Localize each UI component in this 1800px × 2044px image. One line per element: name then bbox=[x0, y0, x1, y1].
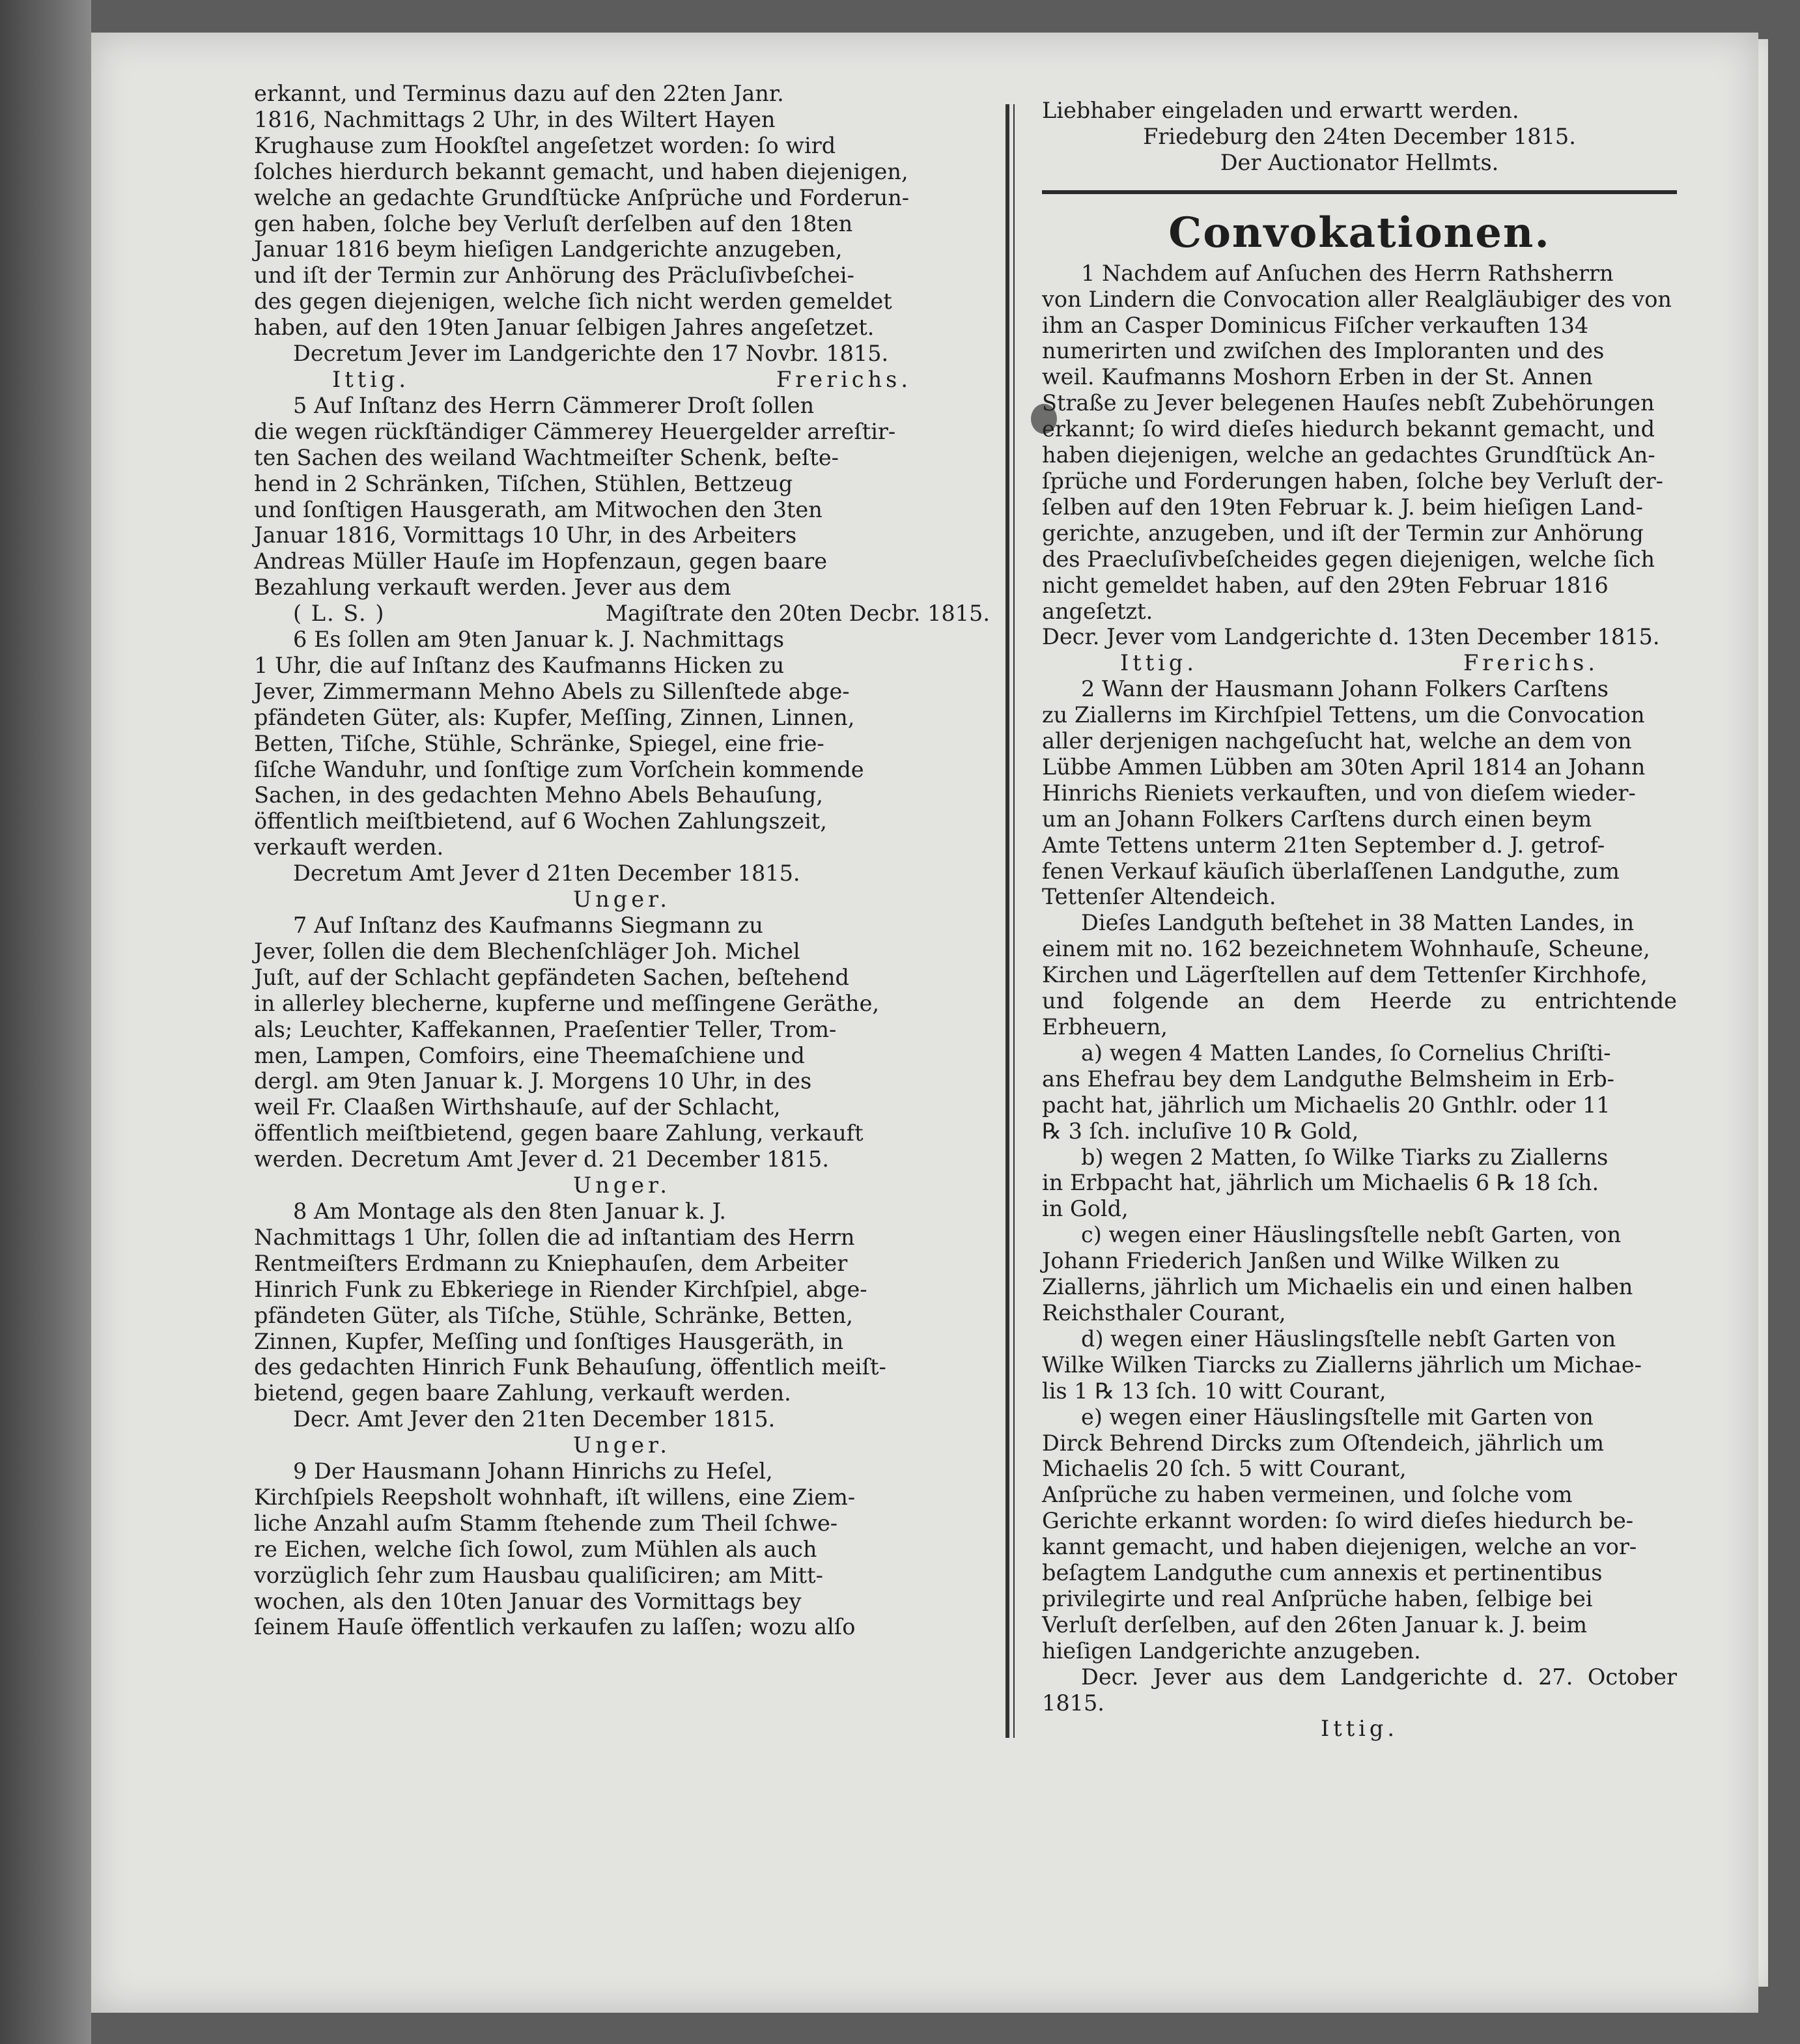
text-line: welche an gedachte Grundſtücke Anſprüche und Forderun- bbox=[254, 184, 910, 210]
rent-list-a bbox=[1042, 1040, 1677, 1144]
text-line: Andreas Müller Hauſe im Hopfenzaun, gegen baare bbox=[254, 548, 828, 575]
place-date-line: Friedeburg den 24ten December 1815. bbox=[1143, 123, 1576, 149]
text-line: wochen, als den 10ten Januar des Vormittags bey bbox=[254, 1588, 802, 1614]
text-line: ſolches hierdurch bekannt gemacht, und haben diejenigen, bbox=[254, 158, 908, 184]
text-line: Dirck Behrend Dircks zum Oſtendeich, jährlich um bbox=[1042, 1430, 1605, 1456]
text-line: kannt gemacht, und haben diejenigen, welche an vor- bbox=[1042, 1534, 1637, 1560]
signature: Ittig. bbox=[332, 366, 410, 392]
text-line: ℞ 3 ſch. incluſive 10 ℞ Gold, bbox=[1042, 1118, 1359, 1144]
text-line: d) wegen einer Häuslingsſtelle nebſt Garten von bbox=[1081, 1326, 1616, 1352]
text-line: Sachen, in des gedachten Mehno Abels Behauſung, bbox=[254, 782, 823, 808]
closing-paragraph bbox=[1042, 1482, 1677, 1664]
text-line: hieſigen Landgerichte anzugeben. bbox=[1042, 1638, 1421, 1664]
notice-item-6 bbox=[254, 627, 990, 860]
text-line: öffentlich meiſtbietend, gegen baare Zahlung, verkauft bbox=[254, 1120, 864, 1146]
text-line: Anſprüche zu haben vermeinen, und ſolche vom bbox=[1042, 1482, 1573, 1508]
convocation-item-2 bbox=[1042, 676, 1677, 1040]
text-line: als; Leuchter, Kaffekannen, Praeſentier Teller, Trom- bbox=[254, 1016, 837, 1042]
text-line: a) wegen 4 Matten Landes, ſo Cornelius Chriſti- bbox=[1081, 1040, 1611, 1066]
notice-item-5 bbox=[254, 393, 990, 627]
text-line: ihm an Casper Dominicus Fiſcher verkauften 134 bbox=[1042, 312, 1589, 338]
text-line: Straße zu Jever belegenen Hauſes nebſt Zubehörungen bbox=[1042, 390, 1655, 416]
text-line: Dieſes Landguth beſtehet in 38 Matten Landes, in bbox=[1081, 910, 1635, 936]
rent-list-d bbox=[1042, 1326, 1677, 1404]
text-line: 1 Nachdem auf Anſuchen des Herrn Rathsherrn bbox=[1081, 260, 1614, 286]
text-line: pfändeten Güter, als Tiſche, Stühle, Schränke, Betten, bbox=[254, 1302, 853, 1328]
text-line: Tettenſer Altendeich. bbox=[1042, 884, 1276, 910]
text-line: Michaelis 20 ſch. 5 witt Courant, bbox=[1042, 1456, 1407, 1482]
text-line: c) wegen einer Häuslingsſtelle nebſt Garten, von bbox=[1081, 1222, 1622, 1248]
text-line: ten Sachen des weiland Wachtmeiſter Schenk, beſte- bbox=[254, 444, 839, 470]
text-line: Kirchſpiels Reepsholt wohnhaft, iſt willens, eine Ziem- bbox=[254, 1484, 856, 1510]
signature: Frerichs. bbox=[776, 366, 912, 392]
text-line: Jever, Zimmermann Mehno Abels zu Sillenſtede abge- bbox=[254, 678, 850, 704]
text-line: fenen Verkauf käuſich überlaſſenen Landguthe, zum bbox=[1042, 858, 1620, 884]
left-column bbox=[254, 81, 990, 1640]
decree-line: Decretum Amt Jever d 21ten December 1815. bbox=[293, 860, 800, 887]
text-line: vorzüglich ſehr zum Hausbau qualiſiciren; am Mitt- bbox=[254, 1562, 823, 1588]
text-line: Januar 1816 beym hieſigen Landgerichte anzugeben, bbox=[254, 236, 843, 263]
text-line: Hinrich Funk zu Ebkeriege in Riender Kirchſpiel, abge- bbox=[254, 1276, 867, 1302]
text-line: Lübbe Ammen Lübben am 30ten April 1814 an Johann bbox=[1042, 754, 1646, 780]
text-line: weil Fr. Claaßen Wirthshauſe, auf der Schlacht, bbox=[254, 1094, 781, 1120]
text-line: Bezahlung verkauft werden. Jever aus dem bbox=[254, 575, 731, 601]
signature: Ittig. bbox=[1120, 650, 1198, 676]
text-line: des gedachten Hinrich Funk Behauſung, öffentlich meiſt- bbox=[254, 1354, 886, 1380]
signature-row bbox=[254, 367, 990, 393]
text-line: die wegen rückſtändiger Cämmerey Heuergelder arreſtir- bbox=[254, 418, 896, 444]
notice-item-7 bbox=[254, 913, 990, 1172]
text-line: um an Johann Folkers Carſtens durch einen beym bbox=[1042, 806, 1592, 832]
text-line: und folgende an dem Heerde zu entrichtende Erbheuern, bbox=[1042, 988, 1677, 1040]
column-divider bbox=[1005, 104, 1009, 1738]
text-line: Januar 1816, Vormittags 10 Uhr, in des Arbeiters bbox=[254, 522, 797, 548]
text-line: hend in 2 Schränken, Tiſchen, Stühlen, Bettzeug bbox=[254, 470, 793, 496]
intro-paragraph bbox=[254, 81, 990, 341]
text-line: Hinrichs Rieniets verkauften, und von dieſem wieder- bbox=[1042, 780, 1636, 806]
text-line: in Gold, bbox=[1042, 1196, 1129, 1222]
section-heading: Convokationen. bbox=[1168, 208, 1551, 257]
text-line: werden. Decretum Amt Jever d. 21 December 1815. bbox=[254, 1146, 830, 1172]
text-line: weil. Kaufmanns Moshorn Erben in der St. Annen bbox=[1042, 364, 1593, 390]
text-line: des Praecluſivbeſcheides gegen diejenigen, welche ſich bbox=[1042, 546, 1655, 572]
text-line: 2 Wann der Hausmann Johann Folkers Carſtens bbox=[1081, 676, 1609, 702]
text-line: und ſonſtigen Hausgerath, am Mitwochen den 3ten bbox=[254, 496, 823, 522]
text-line: gerichte, anzugeben, und iſt der Termin zur Anhörung bbox=[1042, 520, 1644, 546]
signature-row bbox=[1042, 650, 1677, 676]
text-line: ſprüche und Forderungen haben, ſolche bey Verluſt der- bbox=[1042, 468, 1663, 494]
text-line: und iſt der Termin zur Anhörung des Präcluſivbeſchei- bbox=[254, 263, 854, 289]
text-line: Amte Tettens unterm 21ten September d. J. getrof- bbox=[1042, 832, 1605, 858]
rent-list-b bbox=[1042, 1144, 1677, 1223]
text-line: einem mit no. 162 bezeichnetem Wohnhauſe, Scheune, bbox=[1042, 936, 1650, 962]
text-line: aller derjenigen nachgeſucht hat, welche an dem von bbox=[1042, 728, 1632, 754]
text-line: haben diejenigen, welche an gedachtes Grundſtück An- bbox=[1042, 442, 1655, 468]
text-line: beſagtem Landguthe cum annexis et pertinentibus bbox=[1042, 1560, 1603, 1586]
text-line: Kirchen und Lägerſtellen auf dem Tettenſer Kirchhofe, bbox=[1042, 962, 1648, 988]
text-line: b) wegen 2 Matten, ſo Wilke Tiarks zu Ziallerns bbox=[1081, 1144, 1609, 1170]
signature: Unger. bbox=[572, 1432, 671, 1458]
text-line: 5 Auf Inſtanz des Herrn Cämmerer Droſt ſollen bbox=[293, 392, 815, 418]
text-line: 7 Auf Inſtanz des Kaufmanns Siegmann zu bbox=[293, 913, 763, 938]
text-line: gen haben, ſolche bey Verluſt derſelben auf den 18ten bbox=[254, 210, 853, 236]
text-line: erkannt; ſo wird dieſes hiedurch bekannt gemacht, und bbox=[1042, 416, 1655, 442]
text-line: ſeinem Hauſe öffentlich verkaufen zu laſſen; wozu alſo bbox=[254, 1614, 856, 1640]
right-column bbox=[1042, 98, 1677, 1742]
text-line: privilegirte und real Anſprüche haben, ſelbige bei bbox=[1042, 1585, 1593, 1611]
text-line: Zinnen, Kupfer, Meſſing und ſonſtiges Hausgeräth, in bbox=[254, 1328, 844, 1354]
text-line: in allerley blecherne, kupferne und meſſingene Geräthe, bbox=[254, 990, 880, 1016]
text-line: Rentmeiſters Erdmann zu Kniephauſen, dem Arbeiter bbox=[254, 1250, 848, 1276]
notice-item-8 bbox=[254, 1199, 990, 1406]
text-line: 8 Am Montage als den 8ten Januar k. J. bbox=[293, 1198, 727, 1224]
rent-list-c bbox=[1042, 1222, 1677, 1326]
text-line: Verluſt derſelben, auf den 26ten Januar k. J. beim bbox=[1042, 1611, 1588, 1638]
book-edge bbox=[0, 0, 91, 2044]
seal-row bbox=[254, 601, 990, 627]
decree-line: Decr. Jever vom Landgerichte d. 13ten December 1815. bbox=[1042, 624, 1660, 650]
text-line: Reichsthaler Courant, bbox=[1042, 1299, 1286, 1326]
text-line: nicht gemeldet haben, auf den 29ten Februar 1816 bbox=[1042, 572, 1609, 598]
text-line: Liebhaber eingeladen und erwartt werden. bbox=[1042, 98, 1519, 123]
section-rule bbox=[1042, 190, 1677, 194]
text-line: re Eichen, welche ſich ſowol, zum Mühlen als auch bbox=[254, 1536, 817, 1562]
decree-line: Decr. Jever aus dem Landgerichte d. 27. October 1815. bbox=[1042, 1664, 1677, 1716]
text-line: ſiſche Wanduhr, und ſonſtige zum Vorſchein kommende bbox=[254, 756, 864, 782]
text-line: Ziallerns, jährlich um Michaelis ein und einen halben bbox=[1042, 1274, 1633, 1300]
text-line: Krughause zum Hookſtel angeſetzet worden: ſo wird bbox=[254, 132, 836, 158]
text-line: e) wegen einer Häuslingsſtelle mit Garten von bbox=[1081, 1404, 1594, 1430]
text-line: 9 Der Hausmann Johann Hinrichs zu Heſel, bbox=[293, 1458, 773, 1484]
text-line: bietend, gegen baare Zahlung, verkauft werden. bbox=[254, 1380, 791, 1406]
text-line: numerirten und zwiſchen des Imploranten und des bbox=[1042, 338, 1605, 364]
signature: Unger. bbox=[572, 887, 671, 913]
text-line: von Lindern die Convocation aller Realgläubiger des von bbox=[1042, 286, 1672, 312]
decree-line: Decr. Amt Jever den 21ten December 1815. bbox=[293, 1406, 776, 1432]
text-line: Juſt, auf der Schlacht gepfändeten Sachen, beſtehend bbox=[254, 964, 849, 990]
auctioneer-line: Der Auctionator Hellmts. bbox=[1220, 149, 1499, 175]
seal-mark: ( L. S. ) bbox=[293, 601, 386, 627]
text-line: Jever, ſollen die dem Blechenſchläger Joh. Michel bbox=[254, 938, 800, 964]
text-line: Gerichte erkannt worden: ſo wird dieſes hiedurch be- bbox=[1042, 1508, 1634, 1534]
text-line: Nachmittags 1 Uhr, ſollen die ad inſtantiam des Herrn bbox=[254, 1224, 855, 1250]
decree-line: Decretum Jever im Landgerichte den 17 Novbr. 1815. bbox=[293, 341, 889, 367]
text-line: erkannt, und Terminus dazu auf den 22ten Janr. bbox=[254, 81, 784, 106]
text-line: ſelben auf den 19ten Februar k. J. beim hieſigen Land- bbox=[1042, 494, 1643, 520]
text-line: haben, auf den 19ten Januar ſelbigen Jahres angeſetzet. bbox=[254, 315, 875, 341]
text-line: öffentlich meiſtbietend, auf 6 Wochen Zahlungszeit, bbox=[254, 808, 827, 834]
text-line: men, Lampen, Comfoirs, eine Theemaſchiene und bbox=[254, 1042, 805, 1068]
text-line: verkauft werden. bbox=[254, 834, 444, 860]
column-divider-thin bbox=[1013, 104, 1015, 1738]
text-line: 6 Es ſollen am 9ten Januar k. J. Nachmittags bbox=[293, 627, 785, 653]
text-line: lis 1 ℞ 13 ſch. 10 witt Courant, bbox=[1042, 1378, 1386, 1404]
text-line: dergl. am 9ten Januar k. J. Morgens 10 Uhr, in des bbox=[254, 1068, 812, 1094]
text-line: 1 Uhr, die auf Inſtanz des Kaufmanns Hicken zu bbox=[254, 652, 785, 678]
text-line: Johann Friederich Janßen und Wilke Wilken zu bbox=[1042, 1248, 1560, 1274]
text-line: 1816, Nachmittags 2 Uhr, in des Wiltert Hayen bbox=[254, 106, 776, 132]
text-line: pfändeten Güter, als: Kupfer, Meſſing, Zinnen, Linnen, bbox=[254, 704, 855, 730]
text-line: zu Ziallerns im Kirchſpiel Tettens, um die Convocation bbox=[1042, 702, 1645, 728]
text-line: pacht hat, jährlich um Michaelis 20 Gnthlr. oder 11 bbox=[1042, 1092, 1610, 1118]
magistrate-line: Magiſtrate den 20ten Decbr. 1815. bbox=[605, 601, 990, 627]
notice-item-9 bbox=[254, 1458, 990, 1640]
text-line: Betten, Tiſche, Stühle, Schränke, Spiegel, eine frie- bbox=[254, 730, 824, 756]
text-line: angeſetzt. bbox=[1042, 598, 1153, 624]
signature: Frerichs. bbox=[1463, 650, 1599, 676]
text-line: liche Anzahl auſm Stamm ſtehende zum Theil ſchwe- bbox=[254, 1510, 838, 1536]
rent-list-e bbox=[1042, 1404, 1677, 1483]
text-line: des gegen diejenigen, welche ſich nicht werden gemeldet bbox=[254, 289, 892, 315]
signature: Ittig. bbox=[1321, 1716, 1398, 1742]
text-line: Wilke Wilken Tiarcks zu Ziallerns jährlich um Michae- bbox=[1042, 1352, 1642, 1378]
convocation-item-1 bbox=[1042, 261, 1677, 625]
text-line: in Erbpacht hat, jährlich um Michaelis 6 ℞ 18 ſch. bbox=[1042, 1170, 1599, 1196]
signature: Unger. bbox=[572, 1172, 671, 1199]
text-line: ans Ehefrau bey dem Landguthe Belmsheim in Erb- bbox=[1042, 1066, 1614, 1092]
